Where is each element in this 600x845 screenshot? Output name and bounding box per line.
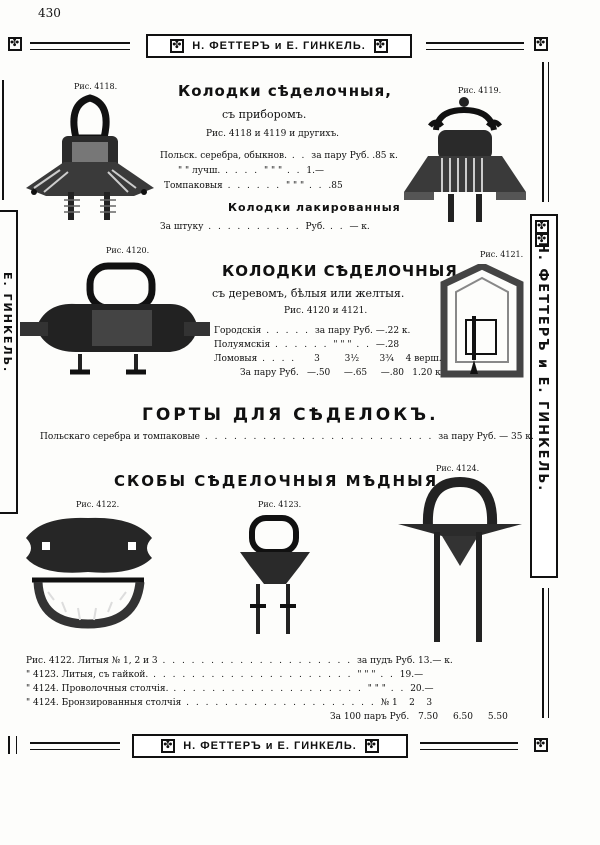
row-label: Польскаго серебра и томпаковые: [40, 432, 200, 442]
size-price: —.65: [343, 368, 368, 378]
footer-right-ornament: [534, 737, 548, 756]
row-label: " " лучш.: [178, 166, 221, 176]
saddle-bracket-4123-illustration: [238, 512, 312, 638]
section2-sizes-row: Ломовыя . . . . 3 3½ 3¾ 4 верш.: [214, 354, 442, 364]
section2-row-2: Полуямскія . . . . . . " " " . . —.28: [214, 340, 400, 350]
row-price: 1 2 3: [392, 698, 433, 708]
lacquer-title: Колодки лакированныя: [228, 201, 401, 214]
footer-rule-right: [420, 742, 518, 750]
row-price: .85 к.: [372, 151, 398, 161]
row-price: —.22 к.: [375, 326, 411, 336]
ornament-icon: [534, 738, 548, 752]
row-label: Городскія: [214, 326, 262, 336]
section3-title: ГОРТЫ ДЛЯ СѢДЕЛОКЪ.: [142, 405, 439, 425]
section2-row-1: Городскія . . . . . за пару Руб. —.22 к.: [214, 326, 411, 336]
right-side-title: Н. ФЕТТЕРЪ и Е. ГИНКЕЛЬ.: [535, 242, 550, 493]
right-vertical-rule-top: [542, 62, 549, 202]
figure-4122-caption: Рис. 4122.: [76, 500, 120, 509]
row-label: Полуямскія: [214, 340, 271, 350]
section4-title: СКОБЫ СѢДЕЛОЧНЫЯ МѢДНЫЯ.: [114, 472, 446, 490]
section1-row-2: " " лучш. . . . . " " " . . 1.—: [178, 166, 324, 176]
section1-subtitle: съ приборомъ.: [222, 108, 307, 121]
right-vertical-rule-bottom: [542, 588, 549, 718]
row-unit: " " ": [357, 670, 376, 680]
ornament-icon: [365, 739, 379, 753]
row-unit: за пудъ Руб.: [356, 656, 416, 666]
footer-left-ornament: [8, 736, 17, 754]
row-unit: " " ": [263, 166, 283, 176]
section4-row-4: " 4124. Бронзированныя столчія . . . . . . . . . . . . . . . . . . . . № 1 2 3: [26, 698, 433, 708]
row-unit: " " ": [333, 340, 352, 350]
saddle-bracket-4122-illustration: [22, 512, 156, 630]
row-unit: " " ": [285, 181, 305, 191]
section1-reference: Рис. 4118 и 4119 и другихъ.: [206, 129, 340, 139]
section2-prices-row: [240, 368, 444, 378]
row-price: 13.— к.: [418, 656, 453, 666]
row-label: Ломовыя: [214, 354, 258, 364]
hundred-price: 5.50: [487, 712, 508, 722]
section1-row-1: Польск. серебра, обыкнов. . . за пару Руб. .85 к.: [160, 151, 398, 161]
footer-banner: [132, 734, 408, 758]
hundred-price: 7.50: [418, 712, 439, 722]
row-label: Томпаковыя: [164, 181, 223, 191]
figure-4119-caption: Рис. 4119.: [458, 86, 502, 95]
section1-title: Колодки сѣделочныя,: [178, 82, 392, 100]
size-value: 4 верш.: [405, 354, 442, 364]
row-label: За штуку: [160, 222, 204, 232]
ornament-icon: [374, 39, 388, 53]
footer-rule-left: [30, 742, 120, 750]
row-unit: за пару Руб.: [314, 326, 373, 336]
row-label: Рис. 4122. Литыя № 1, 2 и 3: [26, 656, 158, 666]
row-label: Польск. серебра, обыкнов.: [160, 151, 287, 161]
row-unit: За пару Руб.: [240, 368, 299, 378]
saddle-terret-4120-illustration: [20, 258, 210, 386]
ornament-icon: [161, 739, 175, 753]
size-value: 3½: [344, 354, 360, 364]
section4-row-1: Рис. 4122. Литыя № 1, 2 и 3 . . . . . . . . . . . . . . . . . . . . за пудъ Руб. 13.— к.: [26, 656, 453, 666]
ornament-icon: [534, 37, 548, 51]
size-value: 3: [314, 354, 320, 364]
saddle-bracket-4124-illustration: [398, 476, 522, 644]
header-title: Н. ФЕТТЕРЪ и Е. ГИНКЕЛЬ.: [192, 40, 366, 52]
row-unit: " " ": [367, 684, 386, 694]
figure-4123-caption: Рис. 4123.: [258, 500, 302, 509]
header-banner: [146, 34, 412, 58]
size-price: 1.20 к.: [412, 368, 444, 378]
section2-subtitle: съ деревомъ, бѣлыя или желтыя.: [212, 287, 405, 300]
header-rule-left: [30, 42, 130, 50]
row-price: — к.: [349, 222, 370, 232]
section2-title: КОЛОДКИ СѢДЕЛОЧНЫЯ,: [222, 262, 465, 280]
left-side-strip: [0, 210, 18, 514]
section4-row-2: " 4123. Литыя, съ гайкой. . . . . . . . . . . . . . . . . . . . . . " " " . . 19.—: [26, 670, 424, 680]
lacquer-row: За штуку . . . . . . . . . . Руб. . . — к.: [160, 222, 370, 232]
section3-row: Польскаго серебра и томпаковые . . . . . . . . . . . . . . . . . . . . . . . . за пару Руб. — 35 к.: [40, 432, 534, 442]
row-price: .85: [328, 181, 343, 191]
row-label: " 4123. Литыя, съ гайкой.: [26, 670, 149, 680]
row-unit: Руб.: [305, 222, 326, 232]
header-right-ornament: [534, 36, 548, 55]
header-left-ornament: [8, 36, 22, 55]
row-unit: За 100 паръ Руб.: [330, 712, 410, 722]
row-price: 1.—: [306, 166, 324, 176]
saddle-terret-4121-illustration: [440, 264, 524, 378]
section4-row-3: " 4124. Проволочныя столчія. . . . . . . . . . . . . . . . . . . . . " " " . . 20.—: [26, 684, 434, 694]
ornament-icon: [535, 233, 549, 247]
size-value: 3¾: [379, 354, 394, 364]
row-price: —.28: [375, 340, 400, 350]
row-unit: за пару Руб.: [438, 432, 497, 442]
figure-4124-caption: Рис. 4124.: [436, 464, 480, 473]
size-price: —.50: [306, 368, 331, 378]
ornament-icon: [170, 39, 184, 53]
figure-4118-caption: Рис. 4118.: [74, 82, 118, 91]
row-price: — 35 к.: [499, 432, 534, 442]
left-side-title: Е. ГИНКЕЛЬ.: [1, 272, 14, 374]
size-price: —.80: [380, 368, 405, 378]
row-label: " 4124. Проволочныя столчія.: [26, 684, 169, 694]
left-vertical-rule-top: [2, 80, 8, 200]
section2-reference: Рис. 4120 и 4121.: [284, 306, 368, 316]
figure-4121-caption: Рис. 4121.: [480, 250, 524, 259]
page-number: 430: [38, 6, 61, 20]
row-unit: №: [380, 698, 390, 708]
row-price: 20.—: [410, 684, 434, 694]
footer-title: Н. ФЕТТЕРЪ и Е. ГИНКЕЛЬ.: [183, 740, 357, 752]
right-side-strip: [530, 214, 558, 578]
row-price: 19.—: [399, 670, 424, 680]
ornament-icon: [8, 37, 22, 51]
row-unit: за пару Руб.: [311, 151, 370, 161]
hundred-price: 6.50: [452, 712, 473, 722]
header-rule-right: [426, 42, 524, 50]
section1-row-3: Томпаковыя . . . . . . " " " . . .85: [164, 181, 343, 191]
figure-4120-caption: Рис. 4120.: [106, 246, 150, 255]
saddle-terret-4119-illustration: [398, 96, 532, 224]
section4-hundred-row: [330, 712, 514, 722]
saddle-terret-4118-illustration: [24, 92, 156, 224]
row-label: " 4124. Бронзированныя столчія: [26, 698, 182, 708]
